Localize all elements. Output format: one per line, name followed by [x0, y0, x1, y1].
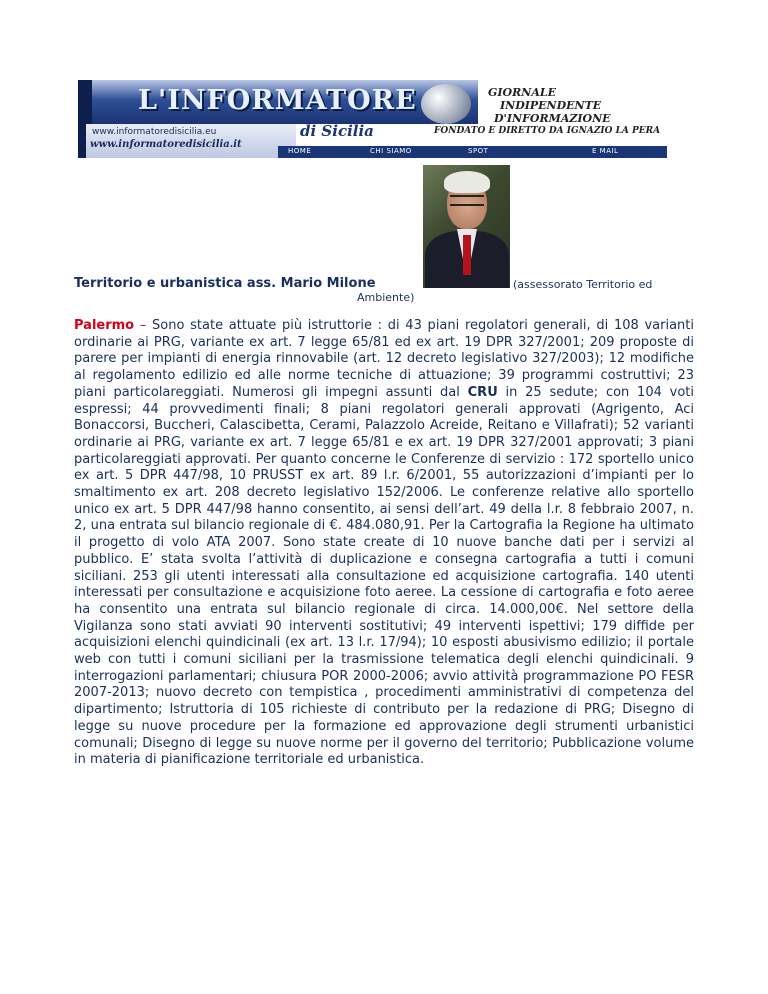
dateline-place: Palermo — [74, 318, 135, 333]
portrait-glasses — [450, 195, 484, 206]
tagline-line-1: GIORNALE — [488, 86, 556, 99]
article-text-part-1: Sono state attuate più istruttorie : di 43 piani regolatori generali, di 108 varianti ordinarie ai PRG, variante ex art. 7 legge 65/81 ed ex art. 19 DPR 327/2001; 209 proposte di parere per impianti di energia rinnovabile (art. 12 decreto legislativo 327/2003); 12 modifiche al regolamento edilizio ed alle norme tecniche di attuazione; 39 programmi costruttivi; 23 piani particolareggiati. Numerosi gli impegni assunti dal — [74, 318, 694, 400]
portrait-hair — [444, 171, 490, 193]
masthead-title: L'INFORMATORE — [138, 85, 417, 116]
url-eu: www.informatoredisicilia.eu — [92, 127, 217, 137]
dateline-dash: – — [134, 318, 153, 333]
nav-home[interactable]: HOME — [288, 147, 312, 155]
coin-icon — [421, 84, 471, 124]
tagline — [488, 86, 611, 125]
nav-email[interactable]: E MAIL — [592, 147, 619, 155]
tagline-line-3: D'INFORMAZIONE — [494, 112, 611, 125]
banner-nav — [278, 146, 667, 158]
nav-spot[interactable]: SPOT — [468, 147, 489, 155]
url-it: www.informatoredisicilia.it — [90, 139, 242, 150]
heading-note-line-1: (assessorato Territorio ed — [513, 278, 653, 291]
article-heading: Territorio e urbanistica ass. Mario Milone — [74, 276, 376, 291]
tagline-line-2: INDIPENDENTE — [500, 99, 602, 112]
article-text-part-2: in 25 sedute; con 104 voti espressi; 44 provvedimenti finali; 8 piani regolatori generali approvati (Agrigento, Aci Bonaccorsi, Buccheri, Calascibetta, Cerami, Palazzolo Acreide, Reitano e Villafrati); 52 varianti ordinarie ai PRG, variante ex art. 7 legge 65/81 e ex art. 19 DPR 327/2001 approvati; 3 piani particolareggiati approvati. Per quanto concerne le Conferenze di servizio : 172 sportello unico ex art. 5 DPR 447/98, 10 PRUSST ex art. 89 l.r. 6/2001, 55 autorizzazioni d’impianti per lo smaltimento ex art. 208 decreto legislativo 152/2006. Le conferenze relative allo sportello unico ex art. 5 DPR 447/98 hanno consentito, ai sensi dell’art. 49 della l.r. 8 febbraio 2007, n. 2, una entrata sul bilancio regionale di €. 484.080,91. Per la Cartografia la Regione ha ultimato il progetto di volo ATA 2007. Sono state create di 10 nuove banche dati per i servizi al pubblico. E’ stata svolta l’attività di duplicazione e consegna cartografia a tutti i comuni siciliani. 253 gli utenti interessati alla consultazione ed acquisizione cartografia. 140 utenti interessati per consultazione e acquisizione foto aeree. La cessione di cartografia e foto aeree ha consentito una entrata sul bilancio regionale di circa. 14.000,00€. Nel settore della Vigilanza sono stati avviati 90 interventi sostitutivi; 49 interventi ispettivi; 179 diffide per acquisizioni elenchi quindicinali (ex art. 13 l.r. 17/94); 10 esposti abusivismo edilizio; il portale web con tutti i comuni siciliani per la trasmissione telematica degli elenchi quindicinali. 9 interrogazioni parlamentari; chiusura POR 2000-2006; avvio attività programmazione PO FESR 2007-2013; nuovo decreto con tempistica , procedimenti amministrativi di competenza del dipartimento; Istruttoria di 105 richieste di contributo per la redazione di PRG; Disegno di legge su nuove procedure per la formazione ed approvazione degli strumenti urbanistici comunali; Disegno di legge su nuove norme per il governo del territorio; Pubblicazione volume in materia di pianificazione territoriale ed urbanistica. — [74, 384, 694, 768]
heading-note-line-2: Ambiente) — [357, 291, 415, 304]
nav-chi-siamo[interactable]: CHI SIAMO — [370, 147, 412, 155]
portrait-photo — [423, 165, 510, 288]
masthead-subtitle: di Sicilia — [300, 122, 374, 140]
newspaper-banner — [78, 80, 667, 158]
founder-line: FONDATO E DIRETTO DA IGNAZIO LA PERA — [434, 126, 661, 136]
portrait-tie — [463, 235, 471, 275]
cru-acronym: CRU — [467, 384, 498, 400]
article-body — [74, 318, 694, 769]
